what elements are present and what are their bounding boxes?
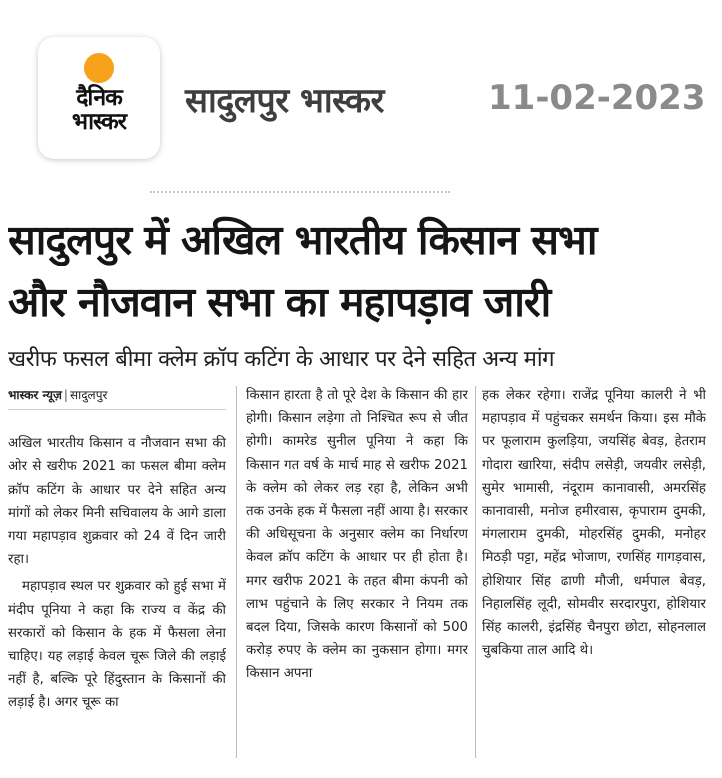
logo-text-line2: भास्कर: [71, 109, 127, 135]
byline-separator: |: [63, 388, 68, 402]
column-divider: [475, 386, 476, 758]
paragraph: अखिल भारतीय किसान व नौजवान सभा की ओर से खरीफ 2021 का फसल बीमा क्लेम क्रॉप कटिंग के आधार पर देने सहित अन्य मांगों को लेकर मिनी सचिवालय के आगे डाला गया महापड़ाव शुक्रवार को 24 वें दिन जारी रहा।: [8, 436, 226, 568]
article-column-1: [8, 384, 226, 719]
article-column-2: [246, 384, 468, 690]
edition-title: सादुलपुर भास्कर: [185, 81, 384, 121]
logo-text-line1: दैनिक: [76, 85, 122, 111]
column-divider: [236, 386, 237, 758]
article-column-3: [482, 384, 706, 666]
headline-line2: और नौजवान सभा का महापड़ाव जारी: [8, 278, 551, 326]
paragraph: हक लेकर रहेगा। राजेंद्र पूनिया कालरी ने भी महापड़ाव में पहुंचकर समर्थन किया। इस मौके पर फूलाराम कुलड़िया, जयसिंह बेवड़, हेतराम गोदारा खारिया, संदीप लसेड़ी, जयवीर लसेड़ी, सुमेर भामासी, नंदूराम कानावासी, अमरसिंह कानावासी, मनोज हमीरवास, कृपाराम दुमकी, मंगलाराम दुमकी, मोहरसिंह दुमकी, मनोहर मिठड़ी पट्टा, महेंद्र भोजाण, रणसिंह गागड़वास, होशियार सिंह ढाणी मौजी, धर्मपाल बेवड़, निहालसिंह लूदी, सोमवीर सरदारपुरा, होशियार सिंह कालरी, इंद्रसिंह चैनपुरा छोटा, सोहनलाल चुबकिया ताल आदि थे।: [482, 388, 706, 659]
bottom-margin: [0, 758, 722, 778]
edition-date: 11-02-2023: [488, 78, 706, 118]
sun-icon: [84, 53, 114, 83]
byline-source: भास्कर न्यूज़: [8, 388, 62, 402]
subheadline: खरीफ फसल बीमा क्लेम क्रॉप कटिंग के आधार पर देने सहित अन्य मांग: [8, 347, 555, 372]
clipping-edge: [150, 191, 450, 197]
byline: [8, 384, 226, 410]
page-header: [0, 0, 722, 180]
byline-place: सादुलपुर: [69, 388, 108, 402]
headline-line1: सादुलपुर में अखिल भारतीय किसान सभा: [8, 216, 597, 264]
dainik-bhaskar-logo[interactable]: [38, 37, 160, 159]
paragraph: महापड़ाव स्थल पर शुक्रवार को हुई सभा में मंदीप पूनिया ने कहा कि राज्य व केंद्र की सरकारों को किसान के हक में फैसला लेना चाहिए। यह लड़ाई केवल चूरू जिले की लड़ाई नहीं है, बल्कि पूरे हिंदुस्तान के किसानों की लड़ाई है। अगर चूरू का: [8, 579, 226, 711]
paragraph: किसान हारता है तो पूरे देश के किसान की हार होगी। किसान लड़ेगा तो निश्चित रूप से जीत होगी। कामरेड सुनील पूनिया ने कहा कि किसान गत वर्ष के मार्च माह से खरीफ 2021 के क्लेम को लेकर लड़ रहा है, लेकिन अभी तक उनके हक में फैसला नहीं आया है। सरकार की अधिसूचना के अनुसार क्लेम का निर्धारण केवल क्रॉप कटिंग के आधार पर ही होता है। मगर खरीफ 2021 के तहत बीमा कंपनी को लाभ पहुंचाने के लिए सरकार ने नियम तक बदल दिया, जिसके कारण किसानों को 500 करोड़ रुपए के क्लेम का नुकसान होगा। मगर किसान अपना: [246, 388, 468, 682]
